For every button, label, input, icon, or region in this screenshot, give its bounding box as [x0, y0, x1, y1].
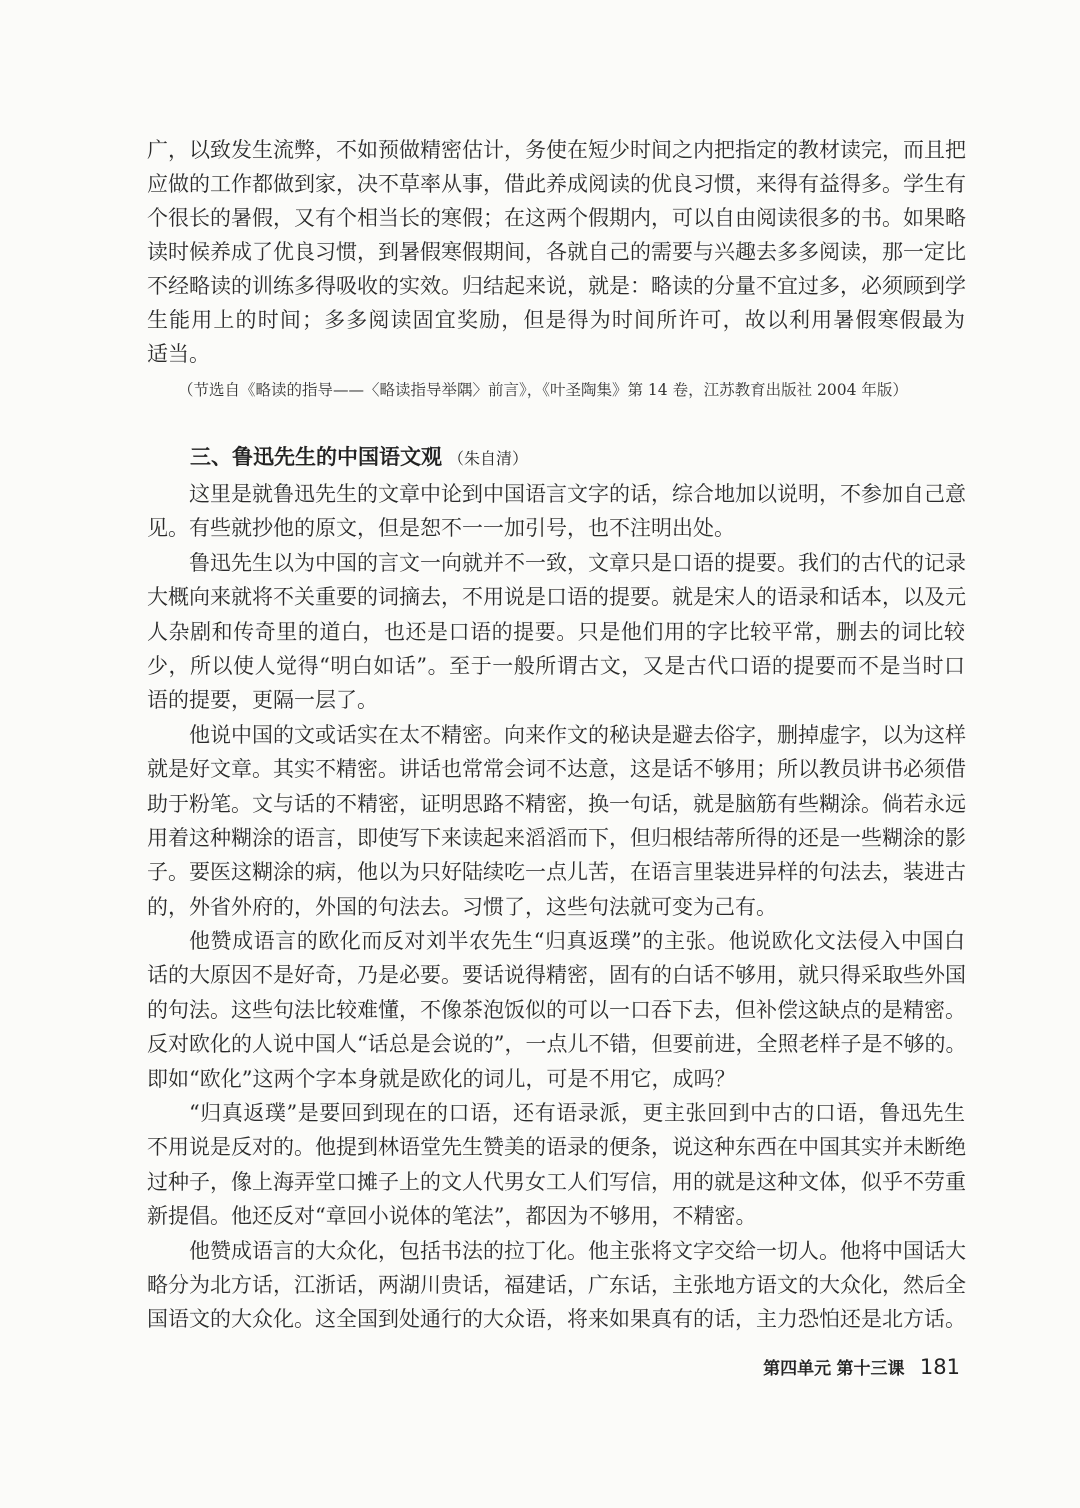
section2-tail-text: [147, 133, 965, 371]
text-line: 生能用上的时间；多多阅读固宜奖励，但是得为时间所许可，故以利用暑假寒假最为: [147, 308, 965, 332]
text-line: 用着这种糊涂的语言，即使写下来读起来滔滔而下，但归根结蒂所得的还是一些糊涂的影: [147, 825, 966, 850]
text-line: 的句法。这些句法比较难懂，不像茶泡饭似的可以一口吞下去，但补偿这缺点的是精密。: [147, 997, 966, 1022]
lesson-label: 第十三课: [836, 1359, 905, 1379]
text-line: 即如“欧化”这两个字本身就是欧化的词儿，可是不用它，成吗？: [147, 1066, 736, 1091]
text-line: 人杂剧和传奇里的道白，也还是口语的提要。只是他们用的字比较平常，删去的词比较: [147, 619, 965, 644]
source-citation: （节选自《略读的指导——〈略读指导举隅〉前言》，《叶圣陶集》第 14 卷，江苏教育出版社 2004 年版）: [178, 381, 908, 399]
text-line: 个很长的暑假，又有个相当长的寒假；在这两个假期内，可以自由阅读很多的书。如果略: [147, 206, 966, 230]
text-line: 少，所以使人觉得“明白如话”。至于一般所谓古文，又是古代口语的提要而不是当时口: [147, 653, 965, 678]
text-line: 的，外省外府的，外国的句法去。习惯了，这些句法就可变为己有。: [147, 894, 777, 919]
text-line: 略分为北方话，江浙话，两湖川贵话，福建话，广东话，主张地方语文的大众化，然后全: [147, 1272, 966, 1297]
section-heading: [190, 443, 528, 473]
section-title: 三、鲁迅先生的中国语文观: [190, 445, 442, 469]
text-line: 这里是就鲁迅先生的文章中论到中国语言文字的话，综合地加以说明，不参加自己意: [189, 482, 966, 506]
text-line: 读时候养成了优良习惯，到暑假寒假期间，各就自己的需要与兴趣去多多阅读，那一定比: [147, 240, 966, 264]
text-line: 应做的工作都做到家，决不草率从事，借此养成阅读的优良习惯，来得有益得多。学生有: [147, 172, 966, 196]
text-line: 国语文的大众化。这全国到处通行的大众语，将来如果真有的话，主力恐怕还是北方话。: [147, 1307, 966, 1332]
page-footer: [763, 1354, 960, 1382]
section3-body: [147, 477, 965, 1337]
text-line: 他赞成语言的欧化而反对刘半农先生“归真返璞”的主张。他说欧化文法侵入中国白: [189, 929, 965, 954]
text-line: 语的提要，更隔一层了。: [147, 688, 378, 713]
text-line: 就是好文章。其实不精密。讲话也常常会词不达意，这是话不够用；所以教员讲书必须借: [147, 757, 966, 782]
text-line: 过种子，像上海弄堂口摊子上的文人代男女工人们写信，用的就是这种文体，似乎不劳重: [147, 1169, 966, 1194]
text-line: 见。有些就抄他的原文，但是恕不一一加引号，也不注明出处。: [147, 516, 735, 541]
text-line: 他赞成语言的大众化，包括书法的拉丁化。他主张将文字交给一切人。他将中国话大: [189, 1238, 966, 1263]
text-line: 他说中国的文或话实在太不精密。向来作文的秘诀是避去俗字，删掉虚字，以为这样: [189, 722, 966, 747]
text-line: 反对欧化的人说中国人“话总是会说的”，一点儿不错，但要前进，全照老样子是不够的。: [147, 1032, 967, 1057]
text-line: “归真返璞”是要回到现在的口语，还有语录派，更主张回到中古的口语，鲁迅先生: [189, 1101, 965, 1126]
text-line: 助于粉笔。文与话的不精密，证明思路不精密，换一句话，就是脑筋有些糊涂。倘若永远: [147, 791, 966, 816]
text-line: 不用说是反对的。他提到林语堂先生赞美的语录的便条，说这种东西在中国其实并未断绝: [147, 1135, 966, 1160]
text-line: 新提倡。他还反对“章回小说体的笔法”，都因为不够用，不精密。: [147, 1204, 757, 1229]
text-line: 子。要医这糊涂的病，他以为只好陆续吃一点儿苦，在语言里装进异样的句法去，装进古: [147, 860, 966, 885]
section-author: （朱自清）: [448, 449, 529, 468]
text-line: 不经略读的训练多得吸收的实效。归结起来说，就是：略读的分量不宜过多，必须顾到学: [147, 274, 966, 298]
text-line: 广，以致发生流弊，不如预做精密估计，务使在短少时间之内把指定的教材读完，而且把: [147, 138, 966, 162]
unit-label: 第四单元: [763, 1359, 832, 1379]
text-line: 适当。: [147, 342, 210, 366]
text-line: 鲁迅先生以为中国的言文一向就并不一致，文章只是口语的提要。我们的古代的记录: [189, 550, 966, 575]
page-number: 181: [919, 1355, 960, 1379]
text-line: 话的大原因不是好奇，乃是必要。要话说得精密，固有的白话不够用，就只得采取些外国: [147, 963, 966, 988]
text-line: 大概向来就将不关重要的词摘去，不用说是口语的提要。就是宋人的语录和话本，以及元: [147, 585, 966, 610]
